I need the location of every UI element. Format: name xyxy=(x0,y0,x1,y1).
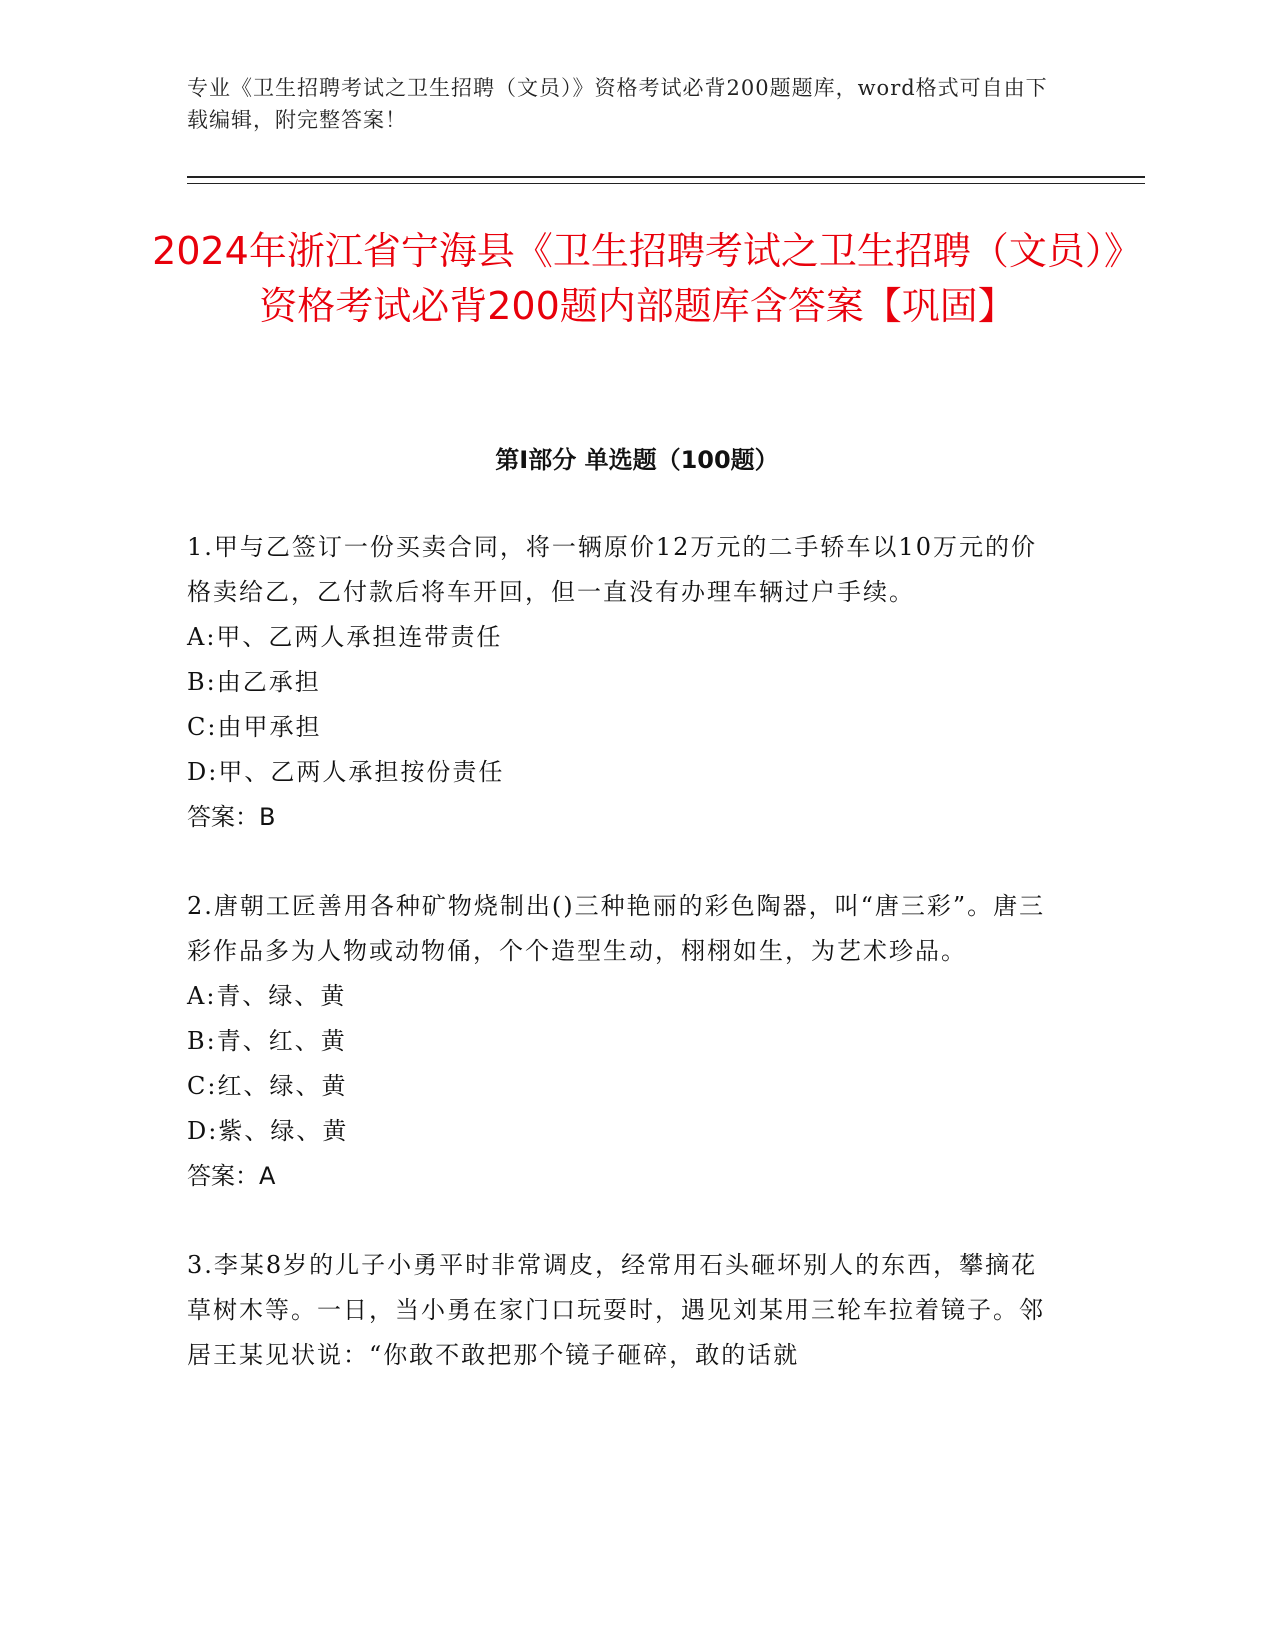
question-item xyxy=(187,884,1057,1199)
question-list xyxy=(187,525,1057,1422)
header-divider xyxy=(187,176,1145,178)
option-c: C:红、绿、黄 xyxy=(187,1072,348,1100)
question-stem: 2.唐朝工匠善用各种矿物烧制出()三种艳丽的彩色陶器，叫“唐三彩”。唐三彩作品多为人物或动物俑，个个造型生动，栩栩如生，为艺术珍品。 xyxy=(187,892,1046,965)
document-title: 2024年浙江省宁海县《卫生招聘考试之卫生招聘（文员）》资格考试必背200题内部题库含答案【巩固】 xyxy=(152,229,1123,328)
option-d: D:甲、乙两人承担按份责任 xyxy=(187,758,505,786)
header-divider-thin xyxy=(187,183,1145,184)
option-a: A:甲、乙两人承担连带责任 xyxy=(187,623,503,651)
section-heading: 第Ⅰ部分 单选题（100题） xyxy=(495,446,779,474)
question-item xyxy=(187,1243,1057,1378)
header-note: 专业《卫生招聘考试之卫生招聘（文员）》资格考试必背200题题库，word格式可自由下载编辑，附完整答案！ xyxy=(187,76,1048,132)
option-d: D:紫、绿、黄 xyxy=(187,1117,349,1145)
answer-line: 答案：A xyxy=(187,1162,276,1190)
option-b: B:由乙承担 xyxy=(187,668,321,696)
question-item xyxy=(187,525,1057,840)
option-b: B:青、红、黄 xyxy=(187,1027,347,1055)
question-stem: 1.甲与乙签订一份买卖合同，将一辆原价12万元的二手轿车以10万元的价格卖给乙，乙付款后将车开回，但一直没有办理车辆过户手续。 xyxy=(187,533,1037,606)
question-stem: 3.李某8岁的儿子小勇平时非常调皮，经常用石头砸坏别人的东西，攀摘花草树木等。一日，当小勇在家门口玩耍时，遇见刘某用三轮车拉着镜子。邻居王某见状说：“你敢不敢把那个镜子砸碎，敢的话就 xyxy=(187,1251,1045,1369)
answer-line: 答案：B xyxy=(187,803,276,831)
option-a: A:青、绿、黄 xyxy=(187,982,347,1010)
option-c: C:由甲承担 xyxy=(187,713,322,741)
